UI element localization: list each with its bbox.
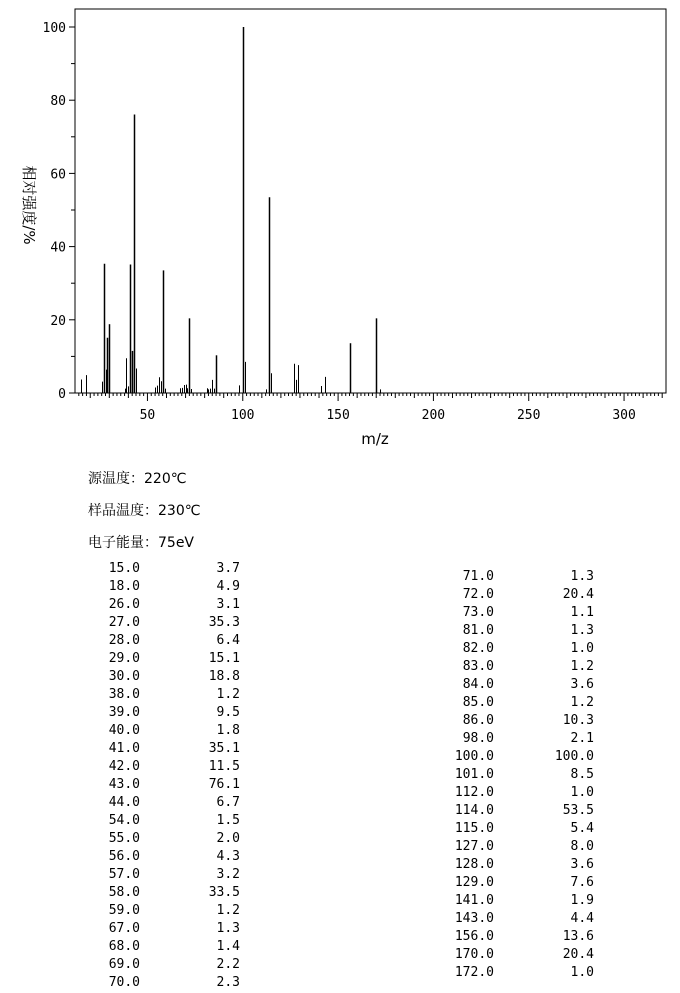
peak-mz: 41.0	[108, 741, 140, 756]
peak-row	[440, 623, 610, 641]
peak-row	[440, 839, 610, 857]
peak-intensity: 1.2	[216, 903, 240, 918]
peak-mz: 55.0	[108, 831, 140, 846]
peak-mz: 15.0	[108, 561, 140, 576]
peak-row	[88, 579, 258, 597]
peak-intensity: 8.0	[570, 839, 594, 854]
peak-row	[440, 947, 610, 965]
y-tick-label: 20	[50, 313, 66, 329]
peak-table-right	[440, 569, 610, 983]
peak-intensity: 4.3	[216, 849, 240, 864]
peak-row	[440, 605, 610, 623]
x-tick-label: 300	[612, 408, 636, 423]
y-tick-label: 100	[42, 21, 66, 36]
peak-mz: 84.0	[462, 677, 494, 692]
peak-row	[88, 939, 258, 957]
peak-intensity: 100.0	[554, 749, 594, 764]
x-tick-label: 100	[231, 408, 255, 423]
peak-row	[88, 723, 258, 741]
peak-mz: 81.0	[462, 623, 494, 638]
peak-intensity: 11.5	[208, 759, 240, 774]
peak-intensity: 35.1	[208, 741, 240, 756]
peak-row	[440, 893, 610, 911]
peak-mz: 72.0	[462, 587, 494, 602]
peak-mz: 58.0	[108, 885, 140, 900]
peak-mz: 141.0	[454, 893, 494, 908]
peak-row	[88, 867, 258, 885]
peak-row	[440, 731, 610, 749]
peak-mz: 115.0	[454, 821, 494, 836]
peak-row	[88, 687, 258, 705]
peak-row	[440, 677, 610, 695]
peak-row	[88, 561, 258, 579]
peak-intensity: 2.2	[216, 957, 240, 972]
peak-row	[88, 957, 258, 975]
peak-mz: 38.0	[108, 687, 140, 702]
spectrum-peaks	[82, 27, 381, 393]
peak-row	[440, 911, 610, 929]
peak-row	[88, 885, 258, 903]
peak-row	[440, 875, 610, 893]
peak-mz: 114.0	[454, 803, 494, 818]
peak-mz: 100.0	[454, 749, 494, 764]
x-tick-label: 250	[516, 408, 541, 423]
peak-mz: 59.0	[108, 903, 140, 918]
y-axis	[43, 21, 75, 402]
peak-mz: 128.0	[454, 857, 494, 872]
y-tick-label: 40	[50, 240, 66, 256]
y-axis-label-group	[20, 165, 38, 244]
peak-row	[88, 669, 258, 687]
peak-mz: 28.0	[108, 633, 140, 648]
peak-mz: 112.0	[454, 785, 494, 800]
peak-intensity: 4.9	[216, 579, 240, 594]
peak-mz: 18.0	[108, 579, 140, 594]
peak-intensity: 1.9	[570, 893, 594, 908]
peak-mz: 40.0	[108, 723, 140, 738]
peak-intensity: 1.3	[216, 921, 240, 936]
peak-row	[440, 569, 610, 587]
peak-row	[88, 705, 258, 723]
x-axis-label: m/z	[361, 430, 389, 448]
peak-intensity: 4.4	[570, 911, 594, 926]
peak-intensity: 33.5	[208, 885, 240, 900]
mass-spectrum-chart	[0, 0, 680, 450]
peak-table-left	[88, 561, 248, 993]
peak-row	[440, 929, 610, 947]
source-temperature: 源温度：220℃	[88, 471, 187, 487]
peak-intensity: 10.3	[562, 713, 594, 728]
peak-mz: 26.0	[108, 597, 140, 612]
peak-row	[440, 803, 610, 821]
x-tick-label: 200	[421, 408, 446, 423]
y-axis-label: 相对强度/%	[20, 165, 38, 245]
peak-mz: 71.0	[462, 569, 494, 584]
peak-mz: 69.0	[108, 957, 140, 972]
peak-intensity: 76.1	[208, 777, 240, 792]
peak-row	[440, 857, 610, 875]
peak-row	[440, 587, 610, 605]
peak-mz: 143.0	[454, 911, 494, 926]
peak-intensity: 1.0	[570, 965, 594, 980]
peak-row	[88, 615, 258, 633]
x-tick-label: 50	[139, 408, 156, 423]
peak-intensity: 20.4	[562, 947, 594, 962]
peak-intensity: 53.5	[562, 803, 594, 818]
y-tick-label: 60	[50, 167, 66, 183]
peak-intensity: 15.1	[208, 651, 240, 666]
peak-intensity: 1.8	[216, 723, 240, 738]
peak-row	[440, 641, 610, 659]
peak-mz: 57.0	[108, 867, 140, 882]
sample-temperature: 样品温度：230℃	[88, 503, 201, 519]
peak-intensity: 6.4	[216, 633, 240, 648]
peak-mz: 43.0	[108, 777, 140, 792]
peak-mz: 27.0	[108, 615, 140, 630]
peak-mz: 98.0	[462, 731, 494, 746]
peak-intensity: 20.4	[562, 587, 594, 602]
peak-mz: 127.0	[454, 839, 494, 854]
peak-intensity: 13.6	[562, 929, 594, 944]
peak-intensity: 3.2	[216, 867, 240, 882]
peak-row	[88, 975, 258, 993]
peak-mz: 86.0	[462, 713, 494, 728]
peak-row	[440, 713, 610, 731]
peak-intensity: 6.7	[216, 795, 240, 810]
peak-mz: 129.0	[454, 875, 494, 890]
peak-mz: 67.0	[108, 921, 140, 936]
peak-intensity: 8.5	[570, 767, 594, 782]
peak-mz: 30.0	[108, 669, 140, 684]
peak-intensity: 3.1	[216, 597, 240, 612]
peak-mz: 85.0	[462, 695, 494, 710]
peak-row	[88, 921, 258, 939]
peak-mz: 29.0	[108, 651, 140, 666]
electron-energy: 电子能量：75eV	[88, 535, 195, 551]
peak-row	[440, 821, 610, 839]
peak-intensity: 1.2	[216, 687, 240, 702]
peak-row	[88, 831, 258, 849]
peak-intensity: 35.3	[208, 615, 240, 630]
peak-intensity: 3.6	[570, 677, 594, 692]
peak-intensity: 18.8	[208, 669, 240, 684]
peak-intensity: 1.2	[570, 695, 594, 710]
peak-intensity: 3.6	[570, 857, 594, 872]
peak-mz: 42.0	[108, 759, 140, 774]
peak-mz: 70.0	[108, 975, 140, 990]
peak-mz: 156.0	[454, 929, 494, 944]
peak-mz: 39.0	[108, 705, 140, 720]
peak-row	[88, 633, 258, 651]
peak-row	[88, 795, 258, 813]
peak-row	[440, 659, 610, 677]
peak-intensity: 2.3	[216, 975, 240, 990]
peak-row	[440, 695, 610, 713]
peak-row	[440, 767, 610, 785]
peak-intensity: 1.0	[570, 785, 594, 800]
peak-intensity: 1.1	[570, 605, 594, 620]
peak-mz: 82.0	[462, 641, 494, 656]
x-tick-label: 150	[326, 408, 350, 423]
peak-row	[88, 903, 258, 921]
peak-row	[88, 759, 258, 777]
peak-mz: 44.0	[108, 795, 140, 810]
peak-mz: 54.0	[108, 813, 140, 828]
peak-row	[88, 777, 258, 795]
y-tick-label: 80	[50, 94, 66, 110]
peak-mz: 101.0	[454, 767, 494, 782]
peak-intensity: 3.7	[216, 561, 240, 576]
peak-intensity: 9.5	[216, 705, 240, 720]
peak-intensity: 1.4	[216, 939, 240, 954]
peak-intensity: 1.3	[570, 569, 594, 584]
peak-mz: 73.0	[462, 605, 494, 620]
peak-mz: 170.0	[454, 947, 494, 962]
peak-row	[440, 785, 610, 803]
peak-intensity: 7.6	[570, 875, 594, 890]
peak-row	[88, 813, 258, 831]
peak-row	[88, 597, 258, 615]
peak-intensity: 1.3	[570, 623, 594, 638]
peak-intensity: 2.1	[570, 731, 594, 746]
peak-mz: 56.0	[108, 849, 140, 864]
peak-intensity: 1.2	[570, 659, 594, 674]
peak-mz: 68.0	[108, 939, 140, 954]
peak-row	[440, 965, 610, 983]
y-tick-label: 0	[58, 387, 66, 402]
peak-row	[88, 651, 258, 669]
peak-intensity: 2.0	[216, 831, 240, 846]
peak-row	[88, 849, 258, 867]
peak-row	[88, 741, 258, 759]
peak-intensity: 1.0	[570, 641, 594, 656]
peak-intensity: 5.4	[570, 821, 594, 836]
x-axis	[79, 393, 662, 423]
peak-intensity: 1.5	[216, 813, 240, 828]
peak-row	[440, 749, 610, 767]
peak-mz: 172.0	[454, 965, 494, 980]
peak-mz: 83.0	[462, 659, 494, 674]
